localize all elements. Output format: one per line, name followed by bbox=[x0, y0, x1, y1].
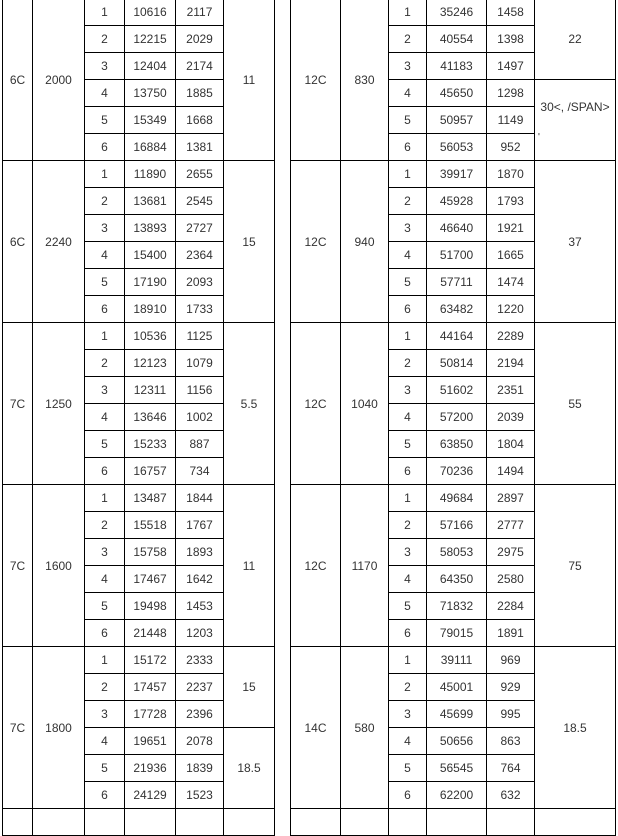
gear-cell: 4 bbox=[84, 241, 125, 269]
power-cell: 22 bbox=[534, 0, 616, 80]
value-cell: 2000 bbox=[32, 0, 85, 161]
number-cell: 50957 bbox=[426, 106, 487, 134]
number-cell: 2351 bbox=[486, 376, 535, 404]
model-cell: 6C bbox=[2, 160, 33, 323]
number-cell: 1839 bbox=[175, 754, 224, 782]
number-cell: 56545 bbox=[426, 754, 487, 782]
number-cell: 2364 bbox=[175, 241, 224, 269]
empty-cell bbox=[175, 808, 224, 836]
number-cell: 12404 bbox=[124, 52, 176, 80]
gear-cell: 4 bbox=[388, 403, 427, 431]
gear-cell: 2 bbox=[388, 349, 427, 377]
value-cell: 1250 bbox=[32, 322, 85, 485]
gear-cell: 5 bbox=[388, 592, 427, 620]
number-cell: 64350 bbox=[426, 565, 487, 593]
power-cell: 75 bbox=[534, 484, 616, 647]
number-cell: 1381 bbox=[175, 133, 224, 161]
number-cell: 45699 bbox=[426, 700, 487, 728]
gear-cell: 1 bbox=[84, 160, 125, 188]
number-cell: 15349 bbox=[124, 106, 176, 134]
number-cell: 1453 bbox=[175, 592, 224, 620]
model-cell: 12C bbox=[290, 484, 341, 647]
gear-cell: 1 bbox=[84, 0, 125, 26]
gear-cell: 3 bbox=[84, 52, 125, 80]
gear-cell: 2 bbox=[388, 25, 427, 53]
number-cell: 863 bbox=[486, 727, 535, 755]
value-cell: 1600 bbox=[32, 484, 85, 647]
stray-mark: ' bbox=[538, 132, 540, 143]
number-cell: 2029 bbox=[175, 25, 224, 53]
empty-cell bbox=[124, 808, 176, 836]
number-cell: 1804 bbox=[486, 430, 535, 458]
number-cell: 41183 bbox=[426, 52, 487, 80]
number-cell: 11890 bbox=[124, 160, 176, 188]
number-cell: 21936 bbox=[124, 754, 176, 782]
number-cell: 1733 bbox=[175, 295, 224, 323]
number-cell: 2237 bbox=[175, 673, 224, 701]
empty-cell bbox=[426, 808, 487, 836]
number-cell: 1203 bbox=[175, 619, 224, 647]
empty-cell bbox=[32, 808, 85, 836]
power-cell: 15 bbox=[223, 646, 275, 728]
number-cell: 2545 bbox=[175, 187, 224, 215]
gear-cell: 5 bbox=[388, 268, 427, 296]
gear-cell: 5 bbox=[84, 754, 125, 782]
power-cell: 11 bbox=[223, 0, 275, 161]
empty-cell bbox=[223, 808, 275, 836]
gear-cell: 2 bbox=[388, 187, 427, 215]
number-cell: 62200 bbox=[426, 781, 487, 809]
number-cell: 1885 bbox=[175, 79, 224, 107]
gear-cell: 6 bbox=[84, 619, 125, 647]
number-cell: 929 bbox=[486, 673, 535, 701]
value-cell: 1170 bbox=[340, 484, 389, 647]
gear-cell: 4 bbox=[84, 403, 125, 431]
number-cell: 995 bbox=[486, 700, 535, 728]
value-cell: 2240 bbox=[32, 160, 85, 323]
number-cell: 1642 bbox=[175, 565, 224, 593]
empty-cell bbox=[388, 808, 427, 836]
gear-cell: 2 bbox=[388, 511, 427, 539]
number-cell: 51700 bbox=[426, 241, 487, 269]
number-cell: 734 bbox=[175, 457, 224, 485]
gear-cell: 5 bbox=[84, 106, 125, 134]
number-cell: 45001 bbox=[426, 673, 487, 701]
number-cell: 10616 bbox=[124, 0, 176, 26]
number-cell: 70236 bbox=[426, 457, 487, 485]
number-cell: 17467 bbox=[124, 565, 176, 593]
number-cell: 57200 bbox=[426, 403, 487, 431]
number-cell: 16757 bbox=[124, 457, 176, 485]
gear-cell: 5 bbox=[388, 754, 427, 782]
number-cell: 2039 bbox=[486, 403, 535, 431]
power-cell: 30<, /SPAN> ' bbox=[534, 79, 616, 161]
gear-cell: 2 bbox=[84, 511, 125, 539]
number-cell: 2117 bbox=[175, 0, 224, 26]
value-cell: 940 bbox=[340, 160, 389, 323]
gear-cell: 1 bbox=[388, 0, 427, 26]
number-cell: 17190 bbox=[124, 268, 176, 296]
number-cell: 2194 bbox=[486, 349, 535, 377]
number-cell: 2777 bbox=[486, 511, 535, 539]
number-cell: 1458 bbox=[486, 0, 535, 26]
number-cell: 24129 bbox=[124, 781, 176, 809]
number-cell: 15400 bbox=[124, 241, 176, 269]
number-cell: 1921 bbox=[486, 214, 535, 242]
number-cell: 57711 bbox=[426, 268, 487, 296]
gear-cell: 6 bbox=[388, 619, 427, 647]
gear-cell: 4 bbox=[388, 727, 427, 755]
empty-cell bbox=[2, 808, 33, 836]
number-cell: 1523 bbox=[175, 781, 224, 809]
number-cell: 1125 bbox=[175, 322, 224, 350]
model-cell: 12C bbox=[290, 160, 341, 323]
number-cell: 1497 bbox=[486, 52, 535, 80]
gear-cell: 6 bbox=[84, 295, 125, 323]
power-cell: 18.5 bbox=[534, 646, 616, 809]
number-cell: 13750 bbox=[124, 79, 176, 107]
number-cell: 21448 bbox=[124, 619, 176, 647]
number-cell: 19651 bbox=[124, 727, 176, 755]
number-cell: 764 bbox=[486, 754, 535, 782]
number-cell: 46640 bbox=[426, 214, 487, 242]
number-cell: 1844 bbox=[175, 484, 224, 512]
number-cell: 2174 bbox=[175, 52, 224, 80]
gear-cell: 5 bbox=[388, 430, 427, 458]
number-cell: 15518 bbox=[124, 511, 176, 539]
number-cell: 1398 bbox=[486, 25, 535, 53]
model-cell: 7C bbox=[2, 646, 33, 809]
gear-cell: 6 bbox=[388, 295, 427, 323]
gear-cell: 3 bbox=[388, 214, 427, 242]
power-cell: 15 bbox=[223, 160, 275, 323]
power-cell: 5.5 bbox=[223, 322, 275, 485]
number-cell: 10536 bbox=[124, 322, 176, 350]
number-cell: 15758 bbox=[124, 538, 176, 566]
number-cell: 2333 bbox=[175, 646, 224, 674]
gear-cell: 1 bbox=[84, 322, 125, 350]
gear-cell: 1 bbox=[84, 484, 125, 512]
gear-cell: 3 bbox=[388, 538, 427, 566]
number-cell: 49684 bbox=[426, 484, 487, 512]
gear-cell: 2 bbox=[388, 673, 427, 701]
gear-cell: 3 bbox=[84, 700, 125, 728]
number-cell: 2093 bbox=[175, 268, 224, 296]
number-cell: 17457 bbox=[124, 673, 176, 701]
number-cell: 1870 bbox=[486, 160, 535, 188]
number-cell: 1665 bbox=[486, 241, 535, 269]
gear-cell: 3 bbox=[84, 376, 125, 404]
power-cell: 55 bbox=[534, 322, 616, 485]
power-cell: 37 bbox=[534, 160, 616, 323]
value-cell: 1040 bbox=[340, 322, 389, 485]
gear-cell: 1 bbox=[84, 646, 125, 674]
model-cell: 12C bbox=[290, 0, 341, 161]
gear-cell: 1 bbox=[388, 484, 427, 512]
number-cell: 1156 bbox=[175, 376, 224, 404]
number-cell: 2078 bbox=[175, 727, 224, 755]
number-cell: 13893 bbox=[124, 214, 176, 242]
number-cell: 1893 bbox=[175, 538, 224, 566]
number-cell: 2975 bbox=[486, 538, 535, 566]
number-cell: 1002 bbox=[175, 403, 224, 431]
number-cell: 71832 bbox=[426, 592, 487, 620]
gear-cell: 2 bbox=[84, 349, 125, 377]
number-cell: 45928 bbox=[426, 187, 487, 215]
gear-cell: 4 bbox=[84, 79, 125, 107]
number-cell: 1668 bbox=[175, 106, 224, 134]
number-cell: 56053 bbox=[426, 133, 487, 161]
gear-cell: 6 bbox=[84, 133, 125, 161]
number-cell: 17728 bbox=[124, 700, 176, 728]
gear-cell: 5 bbox=[84, 430, 125, 458]
number-cell: 2289 bbox=[486, 322, 535, 350]
number-cell: 50656 bbox=[426, 727, 487, 755]
number-cell: 2655 bbox=[175, 160, 224, 188]
gear-cell: 4 bbox=[84, 727, 125, 755]
empty-cell bbox=[340, 808, 389, 836]
number-cell: 2396 bbox=[175, 700, 224, 728]
number-cell: 1891 bbox=[486, 619, 535, 647]
number-cell: 45650 bbox=[426, 79, 487, 107]
number-cell: 1149 bbox=[486, 106, 535, 134]
number-cell: 2727 bbox=[175, 214, 224, 242]
gear-cell: 4 bbox=[388, 565, 427, 593]
gear-cell: 2 bbox=[84, 187, 125, 215]
gear-cell: 1 bbox=[388, 322, 427, 350]
gear-cell: 6 bbox=[84, 781, 125, 809]
gear-cell: 3 bbox=[388, 52, 427, 80]
gear-cell: 3 bbox=[84, 214, 125, 242]
power-cell: 11 bbox=[223, 484, 275, 647]
gear-cell: 6 bbox=[388, 133, 427, 161]
number-cell: 1494 bbox=[486, 457, 535, 485]
number-cell: 51602 bbox=[426, 376, 487, 404]
number-cell: 2580 bbox=[486, 565, 535, 593]
gear-cell: 1 bbox=[388, 160, 427, 188]
number-cell: 1298 bbox=[486, 79, 535, 107]
number-cell: 63482 bbox=[426, 295, 487, 323]
empty-cell bbox=[84, 808, 125, 836]
gear-cell: 4 bbox=[84, 565, 125, 593]
number-cell: 969 bbox=[486, 646, 535, 674]
number-cell: 887 bbox=[175, 430, 224, 458]
number-cell: 2284 bbox=[486, 592, 535, 620]
empty-cell bbox=[534, 808, 616, 836]
gear-cell: 5 bbox=[84, 268, 125, 296]
gear-cell: 5 bbox=[388, 106, 427, 134]
number-cell: 13487 bbox=[124, 484, 176, 512]
number-cell: 39917 bbox=[426, 160, 487, 188]
number-cell: 13646 bbox=[124, 403, 176, 431]
gear-cell: 6 bbox=[388, 781, 427, 809]
number-cell: 2897 bbox=[486, 484, 535, 512]
model-cell: 12C bbox=[290, 322, 341, 485]
empty-cell bbox=[486, 808, 535, 836]
number-cell: 79015 bbox=[426, 619, 487, 647]
gear-cell: 3 bbox=[84, 538, 125, 566]
number-cell: 19498 bbox=[124, 592, 176, 620]
gear-cell: 2 bbox=[84, 673, 125, 701]
number-cell: 16884 bbox=[124, 133, 176, 161]
value-cell: 830 bbox=[340, 0, 389, 161]
number-cell: 35246 bbox=[426, 0, 487, 26]
number-cell: 18910 bbox=[124, 295, 176, 323]
number-cell: 58053 bbox=[426, 538, 487, 566]
number-cell: 63850 bbox=[426, 430, 487, 458]
number-cell: 952 bbox=[486, 133, 535, 161]
gear-cell: 4 bbox=[388, 241, 427, 269]
number-cell: 1793 bbox=[486, 187, 535, 215]
number-cell: 12123 bbox=[124, 349, 176, 377]
number-cell: 1079 bbox=[175, 349, 224, 377]
number-cell: 1767 bbox=[175, 511, 224, 539]
gear-cell: 3 bbox=[388, 376, 427, 404]
gear-cell: 1 bbox=[388, 646, 427, 674]
gear-cell: 5 bbox=[84, 592, 125, 620]
number-cell: 1220 bbox=[486, 295, 535, 323]
value-cell: 1800 bbox=[32, 646, 85, 809]
gear-cell: 6 bbox=[388, 457, 427, 485]
model-cell: 7C bbox=[2, 484, 33, 647]
gear-cell: 3 bbox=[388, 700, 427, 728]
number-cell: 1474 bbox=[486, 268, 535, 296]
empty-cell bbox=[290, 808, 341, 836]
number-cell: 632 bbox=[486, 781, 535, 809]
model-cell: 7C bbox=[2, 322, 33, 485]
number-cell: 44164 bbox=[426, 322, 487, 350]
number-cell: 57166 bbox=[426, 511, 487, 539]
number-cell: 13681 bbox=[124, 187, 176, 215]
gear-cell: 6 bbox=[84, 457, 125, 485]
number-cell: 39111 bbox=[426, 646, 487, 674]
number-cell: 40554 bbox=[426, 25, 487, 53]
gear-cell: 2 bbox=[84, 25, 125, 53]
gear-cell: 4 bbox=[388, 79, 427, 107]
model-cell: 6C bbox=[2, 0, 33, 161]
number-cell: 12311 bbox=[124, 376, 176, 404]
number-cell: 12215 bbox=[124, 25, 176, 53]
model-cell: 14C bbox=[290, 646, 341, 809]
number-cell: 15233 bbox=[124, 430, 176, 458]
number-cell: 50814 bbox=[426, 349, 487, 377]
number-cell: 15172 bbox=[124, 646, 176, 674]
value-cell: 580 bbox=[340, 646, 389, 809]
power-cell: 18.5 bbox=[223, 727, 275, 809]
